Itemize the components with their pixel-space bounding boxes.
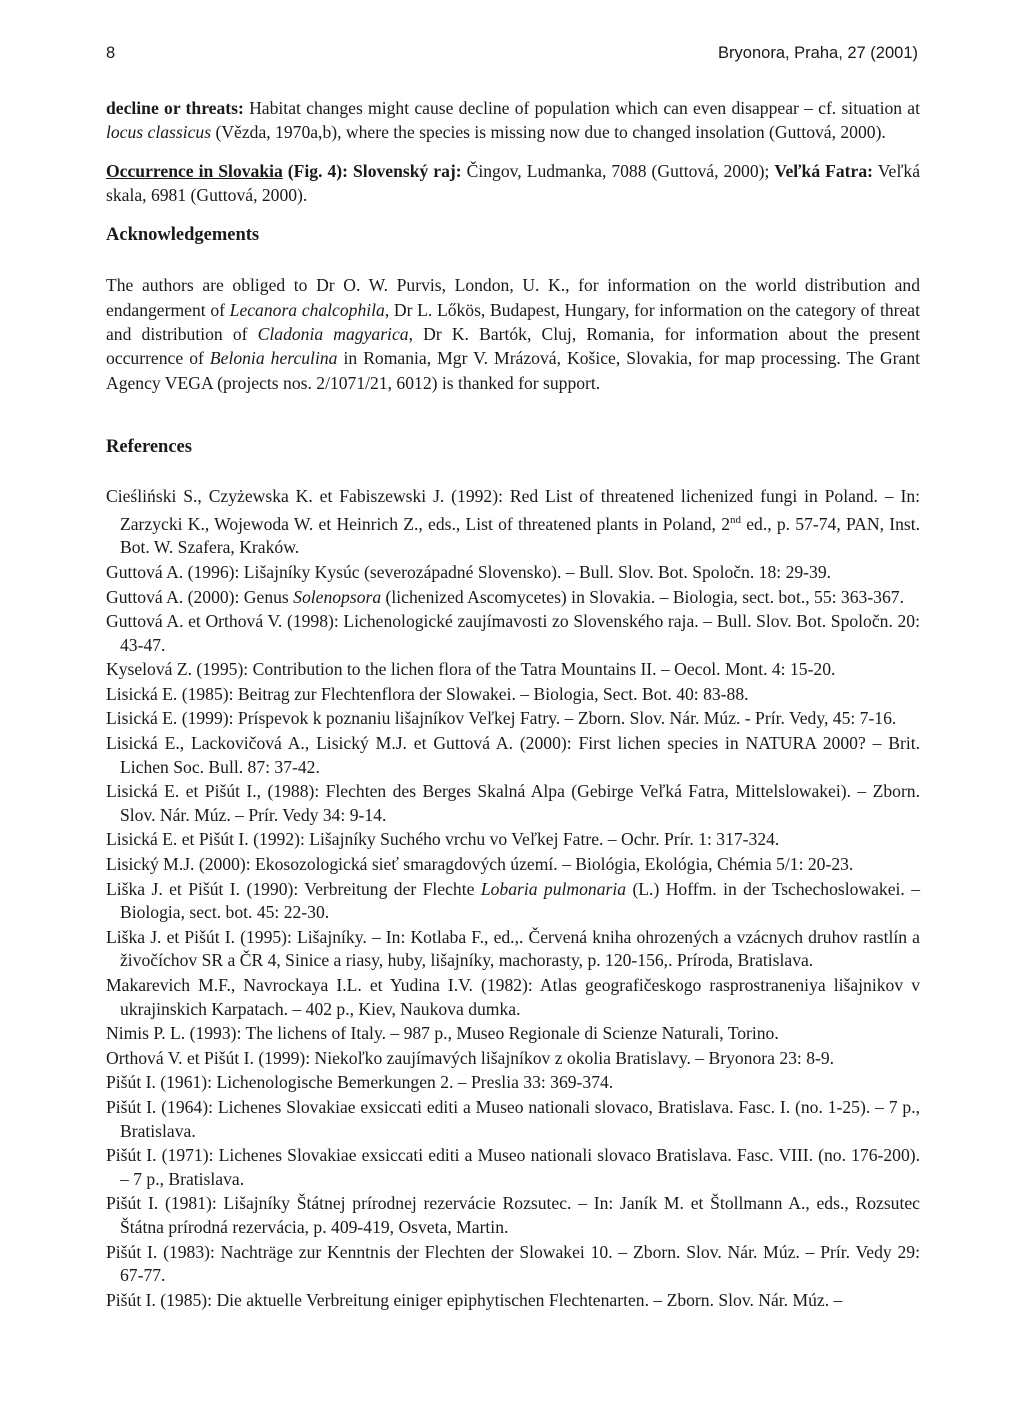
reference-item [106,1047,920,1071]
reference-text: Lisická E., Lackovičová A., Lisický M.J. et Guttová A. (2000): First lichen species in NATURA 2000? – Brit. Lichen Soc. Bull. 87: 37-42. [106,733,920,777]
occurrence-text-2: Veľká skala, 6981 (Guttová, 2000). [106,160,921,205]
reference-item [106,1241,920,1288]
reference-item [106,828,920,852]
decline-text-2: (Vězda, 1970a,b), where the species is missing now due to changed insolation (Guttová, 2000). [211,122,886,143]
reference-text: Nimis P. L. (1993): The lichens of Italy. – 987 p., Museo Regionale di Scienze Naturali, Torino. [106,1023,779,1044]
reference-item [106,732,920,779]
ack-text-2: , Dr L. Lőkös, Budapest, Hungary, for information on the category of threat and distribution of [106,299,920,345]
occurrence-paragraph [106,159,920,208]
reference-item [106,610,920,657]
reference-item [106,974,920,1021]
reference-text: Lisická E. (1985): Beitrag zur Flechtenflora der Slowakei. – Biologia, Sect. Bot. 40: 83-88. [106,683,749,704]
reference-text: Lisická E. et Pišút I. (1992): Lišajníky Suchého vrchu vo Veľkej Fatre. – Ochr. Prír. 1: 317-324. [106,829,780,850]
reference-text: Lisická E. et Pišút I., (1988): Flechten des Berges Skalná Alpa (Gebirge Veľká Fatra, Mittelslowakei). – Zborn. Slov. Nár. Múz. – Prír. Vedy 34: 9-14. [106,781,920,825]
reference-item [106,1144,920,1191]
reference-item [106,1071,920,1095]
reference-text: Liška J. et Pišút I. (1995): Lišajníky. – In: Kotlaba F., ed.,. Červená kniha ohrozených a vzácnych druhov rastlín a živočíchov SR a ČR 4, Sinice a riasy, huby, lišajníky, machorasty, p. 120-156,. Príroda, Bratislava. [106,926,920,971]
reference-text: Liška J. et Pišút I. (1990): Verbreitung der Flechte [106,878,481,899]
reference-item [106,780,920,827]
reference-item [106,1289,920,1313]
reference-item [106,1096,920,1143]
ack-text-3: , Dr K. Bartók, Cluj, Romania, for information about the present occurrence of [106,324,921,369]
journal-citation: Bryonora, Praha, 27 (2001) [718,44,918,62]
decline-label: decline or threats: [106,98,244,118]
ack-text-4: in Romania, Mgr V. Mrázová, Košice, Slovakia, for map processing. The Grant Agency VEGA (projects nos. 2/1071/21, 6012) is thanked for support. [106,348,920,393]
reference-taxon: Solenopsora [293,586,382,607]
reference-text: Pišút I. (1971): Lichenes Slovakiae exsiccati editi a Museo nationali slovaco Bratislava. Fasc. VIII. (no. 176-200). – 7 p., Bratislava. [106,1145,920,1189]
reference-item [106,878,920,925]
references-heading: References [106,436,192,457]
reference-item [106,683,920,707]
reference-text: Guttová A. et Orthová V. (1998): Lichenologické zaujímavosti zo Slovenského raja. – Bull. Slov. Bot. Spoločn. 20: 43-47. [106,611,920,655]
reference-text: Makarevich M.F., Navrockaya I.L. et Yudina I.V. (1982): Atlas geografičeskogo rasprostraneniya lišajnikov v ukrajinskich Karpatach. – 402 p., Kiev, Naukova dumka. [106,975,920,1019]
reference-item [106,853,920,877]
reference-text: Pišút I. (1961): Lichenologische Bemerkungen 2. – Preslia 33: 369-374. [106,1072,614,1093]
reference-text: Lisická E. (1999): Príspevok k poznaniu lišajníkov Veľkej Fatry. – Zborn. Slov. Nár. Múz. - Prír. Vedy, 45: 7-16. [106,708,897,729]
reference-text: Cieśliński S., Czyżewska K. et Fabiszewski J. (1992): Red List of threatened lichenized fungi in Poland. – In: Zarzycki K., Wojewoda W. et Heinrich Z., eds., List of threatened plants in Poland, 2 [106,486,920,534]
reference-item [106,707,920,731]
reference-text: Lisický M.J. (2000): Ekosozologická sieť smaragdových území. – Biológia, Ekológia, Chémia 5/1: 20-23. [106,854,854,875]
species-cladonia: Cladonia magyarica [257,324,409,345]
reference-item [106,1022,920,1046]
figure-ref: (Fig. 4): [282,160,354,181]
species-belonia: Belonia herculina [209,348,338,369]
acknowledgements-paragraph [106,273,920,394]
reference-text: Pišút I. (1964): Lichenes Slovakiae exsiccati editi a Museo nationali slovaco, Bratislava. Fasc. I. (no. 1-25). – 7 p., Bratislava. [106,1096,920,1141]
reference-text: Guttová A. (1996): Lišajníky Kysúc (severozápadné Slovensko). – Bull. Slov. Bot. Spoločn. 18: 29-39. [106,561,832,582]
main-content [106,96,920,1313]
reference-item [106,926,920,973]
reference-text: Guttová A. (2000): Genus [106,586,294,607]
reference-text: Pišút I. (1981): Lišajníky Štátnej prírodnej rezervácie Rozsutec. – In: Janík M. et Štollmann A., eds., Rozsutec Štátna prírodná rezervácia, p. 409-419, Osveta, Martin. [106,1193,920,1237]
acknowledgements-heading: Acknowledgements [106,225,260,246]
locus-classicus: locus classicus [106,122,212,143]
reference-text: Pišút I. (1983): Nachträge zur Kenntnis der Flechten der Slowakei 10. – Zborn. Slov. Nár. Múz. – Prír. Vedy 29: 67-77. [106,1241,920,1286]
reference-text-cont: (L.) Hoffm. in der Tschechoslowakei. – Biologia, sect. bot. 45: 22-30. [120,878,921,923]
reference-text-cont: ed., p. 57-74, PAN, Inst. Bot. W. Szafera, Kraków. [120,513,920,558]
reference-item [106,1192,920,1239]
species-lecanora: Lecanora chalcophila [229,299,385,320]
reference-taxon: Lobaria pulmonaria [480,878,627,899]
reference-item [106,586,920,610]
decline-text: Habitat changes might cause decline of population which can even disappear – cf. situation at [243,98,920,118]
page-number: 8 [106,44,116,62]
reference-text: Kyselová Z. (1995): Contribution to the lichen flora of the Tatra Mountains II. – Oecol. Mont. 4: 15-20. [106,659,836,680]
reference-superscript: nd [730,513,741,526]
reference-item [106,485,920,560]
reference-text: Orthová V. et Pišút I. (1999): Niekoľko zaujímavých lišajníkov z okolia Bratislavy. – Bryonora 23: 8-9. [106,1047,835,1068]
occurrence-label: Occurrence in Slovakia [106,160,283,181]
reference-text: Pišút I. (1985): Die aktuelle Verbreitung einiger epiphytischen Flechtenarten. – Zborn. Slov. Nár. Múz. – [106,1289,843,1310]
reference-item [106,561,920,585]
occurrence-text-1: Čingov, Ludmanka, 7088 (Guttová, 2000); [461,160,775,181]
region-velka-fatra: Veľká Fatra: [774,160,874,181]
ack-text-1: The authors are obliged to Dr O. W. Purvis, London, U. K., for information on the world distribution and endangerment of [106,275,920,320]
reference-item [106,658,920,682]
decline-paragraph [106,96,920,145]
reference-text-cont: (lichenized Ascomycetes) in Slovakia. – Biologia, sect. bot., 55: 363-367. [381,586,904,607]
region-slovensky-raj: Slovenský raj: [353,160,462,181]
references-list [106,485,920,1312]
